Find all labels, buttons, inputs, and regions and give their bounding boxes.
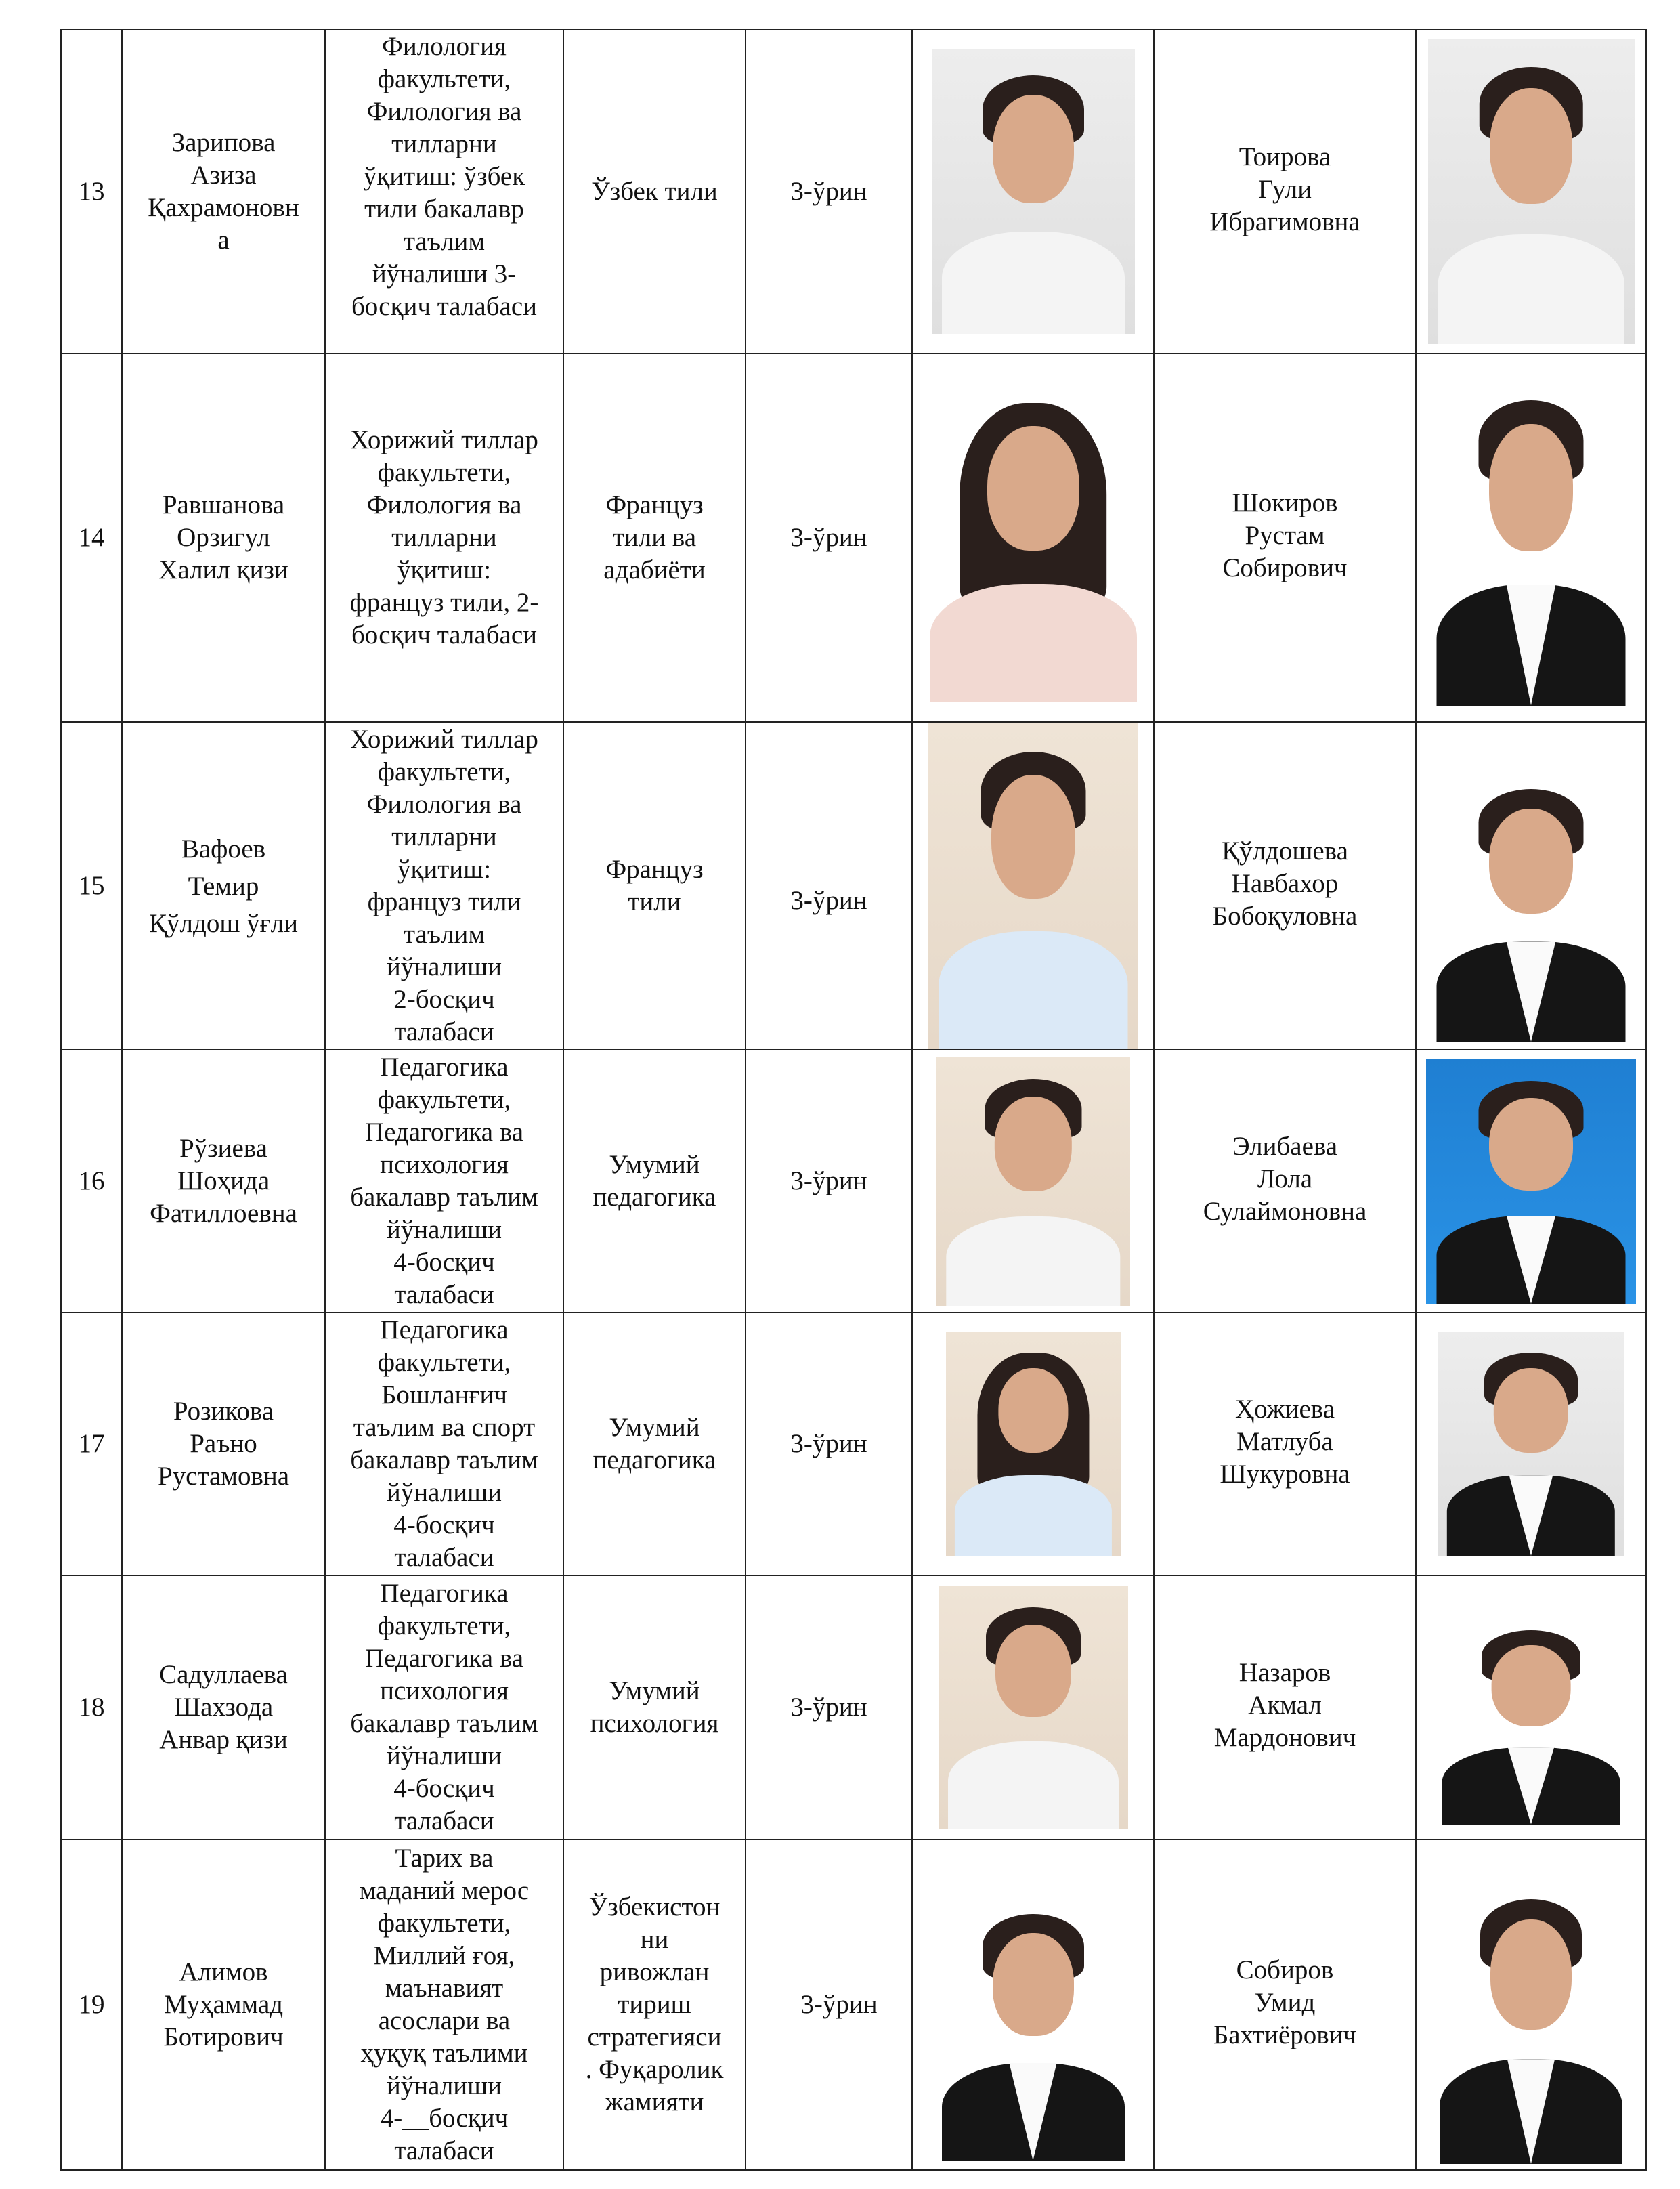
row-number: 13 <box>61 30 122 354</box>
table-row <box>61 1050 1646 1313</box>
supervisor-photo <box>1426 370 1636 706</box>
supervisor-photo-cell <box>1416 30 1646 354</box>
student-name: Розикова Раъно Рустамовна <box>122 1313 325 1575</box>
supervisor-photo-cell <box>1416 354 1646 722</box>
supervisor-name: Назаров Акмал Мардонович <box>1213 1658 1356 1752</box>
supervisor-name: Собиров Умид Бахтиёрович <box>1213 1955 1357 2049</box>
row-number: 14 <box>61 354 122 722</box>
supervisor-cell <box>1154 722 1416 1050</box>
supervisor-cell <box>1154 354 1416 722</box>
student-photo <box>932 49 1135 334</box>
subject: Француз тили <box>563 722 746 1050</box>
supervisor-photo-cell <box>1416 1840 1646 2170</box>
supervisor-name: Элибаева Лола Сулаймоновна <box>1203 1132 1367 1226</box>
subject: Умумий психология <box>563 1575 746 1840</box>
student-photo <box>928 723 1138 1049</box>
student-name: Садуллаева Шахзода Анвар қизи <box>122 1575 325 1840</box>
supervisor-name: Ҳожиева Матлуба Шукуровна <box>1220 1395 1350 1489</box>
place: 3-ўрин <box>746 1050 912 1313</box>
supervisor-photo <box>1426 764 1636 1042</box>
student-photo <box>918 374 1148 702</box>
supervisor-photo-cell <box>1416 722 1646 1050</box>
table-row <box>61 1313 1646 1575</box>
supervisor-cell <box>1154 1840 1416 2170</box>
row-number: 15 <box>61 722 122 1050</box>
faculty-info: Педагогика факультети, Педагогика ва психология бакалавр таълим йўналиши 4-босқич талабаси <box>325 1575 563 1840</box>
table-row <box>61 354 1646 722</box>
student-photo <box>946 1332 1121 1556</box>
student-name: Вафоев Темир Қўлдош ўғли <box>122 722 325 1050</box>
supervisor-cell <box>1154 30 1416 354</box>
student-photo-cell <box>912 1575 1154 1840</box>
faculty-info: Тарих ва маданий мерос факультети, Миллий ғоя, маънавият асослари ва ҳуқуқ таълими йўналиши 4-__босқич талабаси <box>325 1840 563 2170</box>
place: 3-ўрин <box>746 1313 912 1575</box>
student-name: Равшанова Орзигул Халил қизи <box>122 354 325 722</box>
student-name: Рўзиева Шоҳида Фатиллоевна <box>122 1050 325 1313</box>
supervisor-cell <box>1154 1575 1416 1840</box>
row-number: 17 <box>61 1313 122 1575</box>
subject: Ўзбек тили <box>563 30 746 354</box>
supervisor-photo <box>1438 1332 1624 1556</box>
place: 3-ўрин <box>746 1840 912 2170</box>
supervisor-photo <box>1429 1873 1633 2164</box>
student-photo-cell <box>912 1313 1154 1575</box>
student-photo <box>936 1057 1130 1306</box>
supervisor-photo-cell <box>1416 1575 1646 1840</box>
supervisor-photo-cell <box>1416 1050 1646 1313</box>
table-row <box>61 1840 1646 2170</box>
faculty-info: Педагогика факультети, Педагогика ва психология бакалавр таълим йўналиши 4-босқич талабаси <box>325 1050 563 1313</box>
table-row <box>61 30 1646 354</box>
supervisor-cell <box>1154 1050 1416 1313</box>
place: 3-ўрин <box>746 722 912 1050</box>
subject: Умумий педагогика <box>563 1050 746 1313</box>
supervisor-name: Тоирова Гули Ибрагимовна <box>1209 142 1360 236</box>
supervisor-photo <box>1428 39 1635 344</box>
row-number: 19 <box>61 1840 122 2170</box>
winners-table <box>60 29 1647 2171</box>
place: 3-ўрин <box>746 354 912 722</box>
faculty-info: Хорижий тиллар факультети, Филология ва тилларни ўқитиш: француз тили, 2- босқич талабаси <box>325 354 563 722</box>
student-photo-cell <box>912 1050 1154 1313</box>
table-row <box>61 1575 1646 1840</box>
table-row <box>61 722 1646 1050</box>
supervisor-photo <box>1432 1611 1630 1825</box>
student-photo-cell <box>912 1840 1154 2170</box>
student-photo <box>932 1890 1135 2161</box>
faculty-info: Хорижий тиллар факультети, Филология ва тилларни ўқитиш: француз тили таълим йўналиши 2-босқич талабаси <box>325 722 563 1050</box>
subject: Француз тили ва адабиёти <box>563 354 746 722</box>
subject: Ўзбекистон ни ривожлан тириш стратегияси . Фуқаролик жамияти <box>563 1840 746 2170</box>
supervisor-name: Қўлдошева Навбахор Бобоқуловна <box>1212 836 1358 931</box>
student-photo-cell <box>912 354 1154 722</box>
student-name: Алимов Муҳаммад Ботирович <box>122 1840 325 2170</box>
faculty-info: Педагогика факультети, Бошланғич таълим ва спорт бакалавр таълим йўналиши 4-босқич талабаси <box>325 1313 563 1575</box>
supervisor-name: Шокиров Рустам Собирович <box>1222 488 1348 582</box>
subject: Умумий педагогика <box>563 1313 746 1575</box>
supervisor-photo-cell <box>1416 1313 1646 1575</box>
place: 3-ўрин <box>746 30 912 354</box>
supervisor-photo <box>1426 1059 1636 1304</box>
row-number: 16 <box>61 1050 122 1313</box>
student-photo-cell <box>912 30 1154 354</box>
student-photo-cell <box>912 722 1154 1050</box>
place: 3-ўрин <box>746 1575 912 1840</box>
student-photo <box>939 1586 1128 1829</box>
faculty-info: Филология факультети, Филология ва тилларни ўқитиш: ўзбек тили бакалавр таълим йўналиши 3- босқич талабаси <box>325 30 563 354</box>
student-name: Зарипова Азиза Қахрамоновн а <box>122 30 325 354</box>
row-number: 18 <box>61 1575 122 1840</box>
supervisor-cell <box>1154 1313 1416 1575</box>
